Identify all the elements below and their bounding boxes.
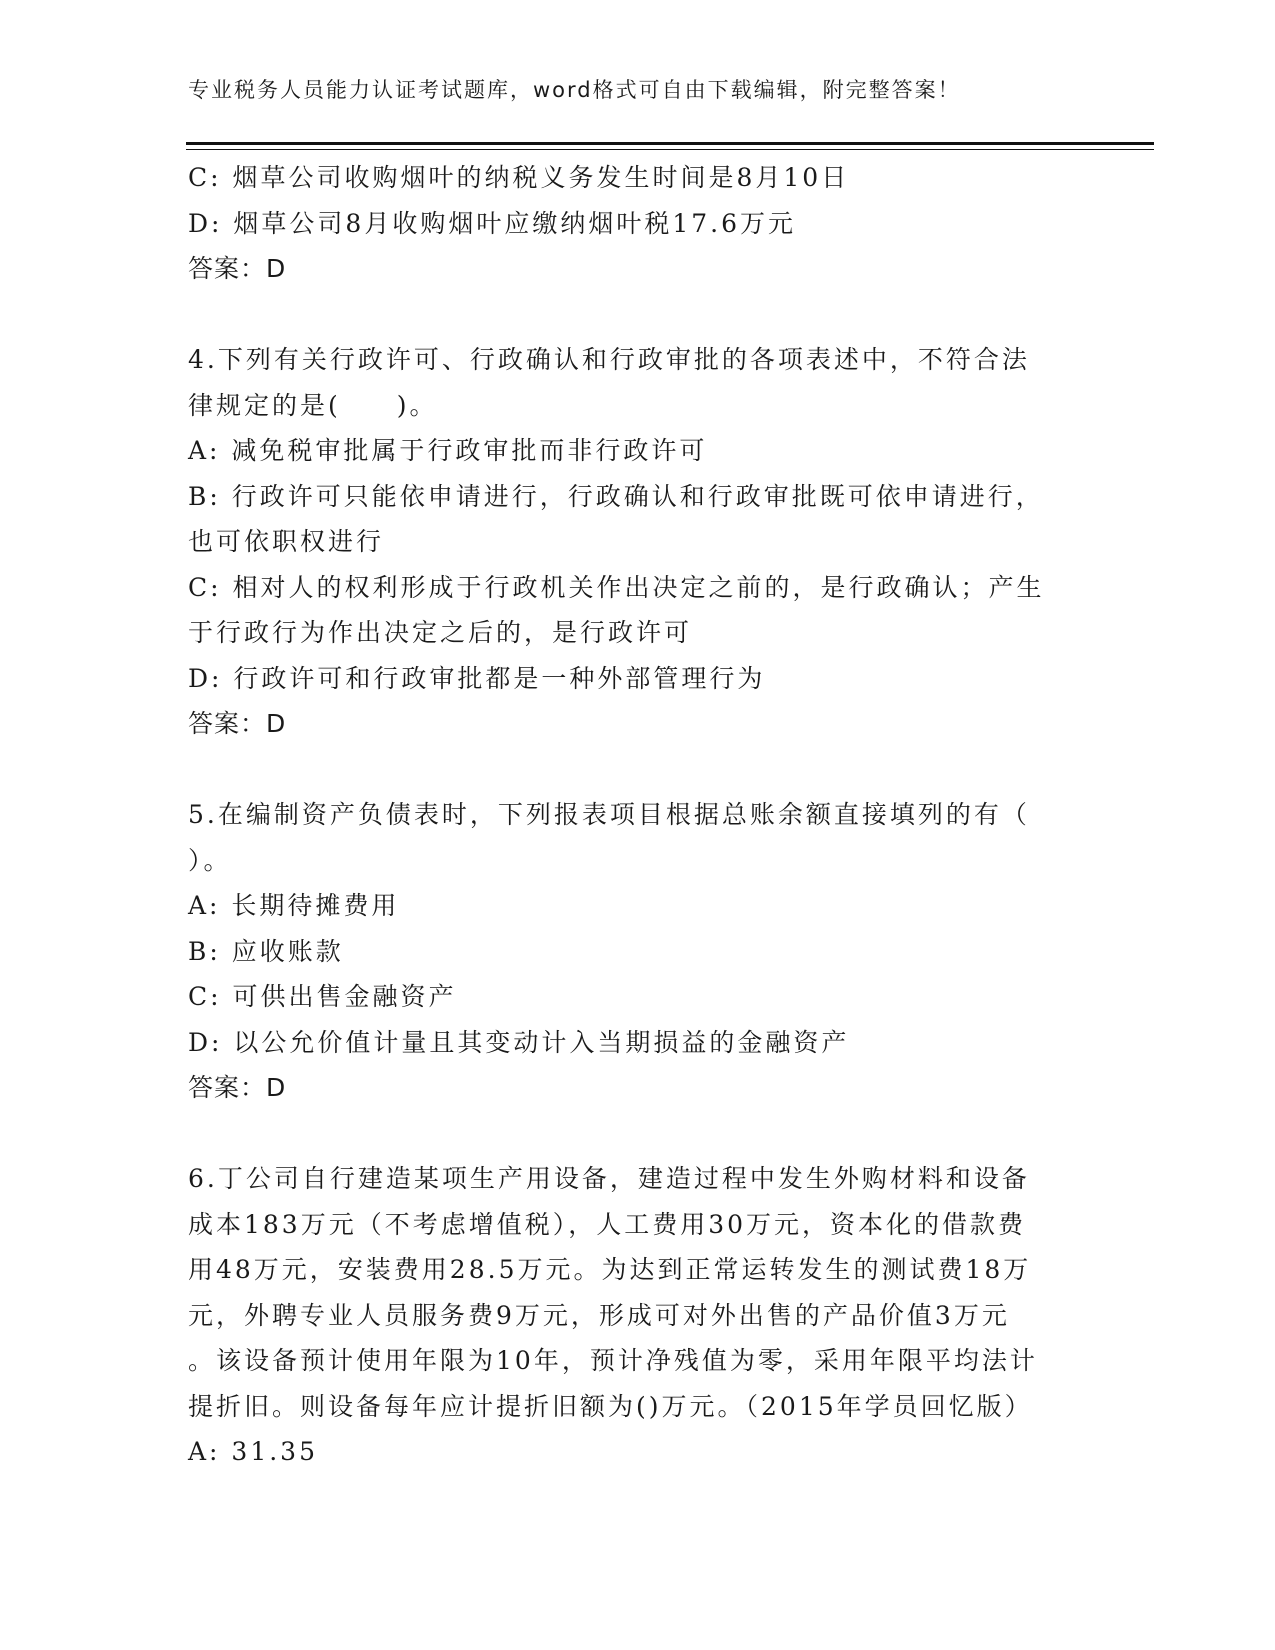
spacer <box>188 1111 1088 1157</box>
q3-option-d: D: 烟草公司8月收购烟叶应缴纳烟叶税17.6万元 <box>188 208 796 238</box>
q4-option-c: C: 相对人的权利形成于行政机关作出决定之前的，是行政确认；产生 <box>188 572 1045 602</box>
q5-option-a: A: 长期待摊费用 <box>188 891 400 920</box>
spacer <box>188 292 1088 338</box>
page-header: 专业税务人员能力认证考试题库，word格式可自由下载编辑，附完整答案！ <box>188 78 961 102</box>
q5-option-b: B: 应收账款 <box>188 936 344 966</box>
q4-option-d: D: 行政许可和行政审批都是一种外部管理行为 <box>188 663 766 693</box>
q6-stem-line: 元，外聘专业人员服务费9万元，形成可对外出售的产品价值3万元 <box>188 1300 1010 1330</box>
q5-option-c: C: 可供出售金融资产 <box>188 982 457 1011</box>
question-content <box>188 155 1088 1475</box>
q6-option-a: A: 31.35 <box>188 1437 318 1466</box>
q4-stem-line: 4.下列有关行政许可、行政确认和行政审批的各项表述中，不符合法 <box>188 345 1030 374</box>
q4-answer: 答案：D <box>188 709 287 738</box>
q3-option-c: C: 烟草公司收购烟叶的纳税义务发生时间是8月10日 <box>188 163 850 192</box>
q4-option-a: A: 减免税审批属于行政审批而非行政许可 <box>188 436 708 465</box>
q3-answer: 答案：D <box>188 254 287 283</box>
q4-option-c-cont: 于行政行为作出决定之后的，是行政许可 <box>188 618 693 647</box>
q6-stem-line: 成本183万元（不考虑增值税），人工费用30万元，资本化的借款费 <box>188 1209 1027 1239</box>
q4-stem-line: 律规定的是( )。 <box>188 390 438 420</box>
header-rule-thin <box>186 149 1154 150</box>
q6-stem-line: 6.丁公司自行建造某项生产用设备，建造过程中发生外购材料和设备 <box>188 1164 1030 1193</box>
q5-stem-line: 5.在编制资产负债表时，下列报表项目根据总账余额直接填列的有（ <box>188 800 1030 829</box>
q5-option-d: D: 以公允价值计量且其变动计入当期损益的金融资产 <box>188 1027 850 1057</box>
header-rule-thick <box>186 142 1154 145</box>
q5-stem-line: ）。 <box>188 845 232 875</box>
q4-option-b-cont: 也可依职权进行 <box>188 527 385 556</box>
q6-stem-line: 用48万元，安装费用28.5万元。为达到正常运转发生的测试费18万 <box>188 1255 1032 1284</box>
q6-stem-line: 提折旧。则设备每年应计提折旧额为()万元。（2015年学员回忆版） <box>188 1391 1033 1421</box>
q4-option-b: B: 行政许可只能依申请进行，行政确认和行政审批既可依申请进行， <box>188 481 1044 511</box>
q5-answer: 答案：D <box>188 1073 287 1102</box>
q6-stem-line: 。该设备预计使用年限为10年，预计净残值为零，采用年限平均法计 <box>188 1346 1038 1375</box>
spacer <box>188 747 1088 793</box>
